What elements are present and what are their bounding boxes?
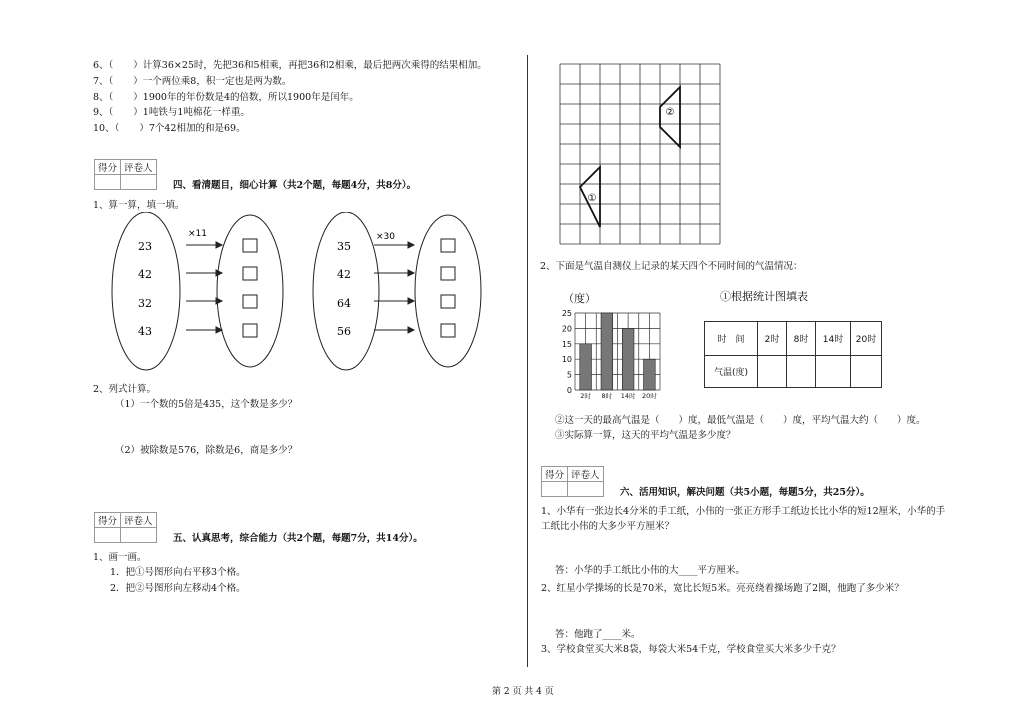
answer-box — [243, 324, 257, 337]
left-number-1: 23 — [138, 240, 152, 253]
temp-cell-2h[interactable] — [758, 356, 787, 388]
temp-sub-question-3: ③实际算一算，这天的平均气温是多少度？ — [555, 430, 736, 441]
header-2h: 2时 — [758, 322, 787, 356]
drawing-grid — [559, 63, 723, 249]
page-footer: 第 2 页 共 4 页 — [492, 687, 554, 697]
section4-q2-part2: （2）被除数是576，除数是6，商是多少？ — [115, 445, 298, 456]
left-number-2: 42 — [138, 268, 152, 281]
column-divider — [527, 55, 528, 667]
grader-label: 评卷人 — [568, 467, 604, 482]
score-cell[interactable] — [95, 175, 121, 190]
judge-no: 6、（ — [93, 60, 114, 71]
chart-xtick-label: 14时 — [620, 392, 636, 400]
grader-cell[interactable] — [121, 175, 157, 190]
judge-no: 8、（ — [93, 92, 114, 103]
section6-q1-line1: 1、小华有一张边长4分米的手工纸，小伟的一张正方形手工纸边长比小华的短12厘米，小华的手 — [541, 506, 946, 517]
section4-q2: 2、列式计算。 — [93, 384, 157, 395]
temperature-fill-table — [704, 321, 882, 388]
section5-q1-part2: 2．把②号图形向左移动4个格。 — [110, 583, 246, 594]
judge-text: ）1900年的年份数是4的倍数，所以1900年是闰年。 — [133, 92, 359, 103]
answer-box — [243, 267, 257, 280]
temp-sub-question-2: ②这一天的最高气温是（ ）度，最低气温是（ ）度，平均气温大约（ ）度。 — [555, 415, 926, 426]
answer-box — [441, 295, 455, 308]
judge-no: 10、（ — [93, 123, 120, 134]
temp-cell-20h[interactable] — [851, 356, 882, 388]
temp-cell-14h[interactable] — [816, 356, 851, 388]
chart-ytick-label: 5 — [566, 370, 572, 380]
judge-item-8 — [93, 89, 359, 103]
section4-q1: 1、算一算，填一填。 — [93, 200, 185, 211]
chart-ytick-label: 20 — [561, 324, 572, 334]
score-cell[interactable] — [95, 528, 121, 543]
answer-box — [441, 239, 455, 252]
section6-answer1: 答：小华的手工纸比小伟的大____平方厘米。 — [555, 565, 746, 576]
score-label: 得分 — [95, 160, 121, 175]
score-box-section5 — [94, 512, 157, 543]
judge-no: 7、（ — [93, 76, 114, 87]
section6-answer2: 答：他跑了____米。 — [555, 629, 641, 640]
header-14h: 14时 — [816, 322, 851, 356]
judge-item-10 — [93, 120, 246, 134]
right-input-oval — [313, 212, 379, 370]
score-box-section4 — [94, 159, 157, 190]
answer-box — [441, 267, 455, 280]
judge-item-9 — [93, 104, 250, 118]
shape-1-label: ① — [587, 193, 597, 204]
temp-question: 2、下面是气温自测仪上记录的某天四个不同时间的气温情况： — [540, 261, 803, 272]
chart-bar-4 — [644, 359, 656, 390]
section5-q1: 1、画一画。 — [93, 552, 147, 563]
judge-text: ）1吨铁与1吨棉花一样重。 — [133, 107, 250, 118]
section4-title: 四、看清题目，细心计算（共2个题，每题4分，共8分）。 — [173, 180, 417, 191]
judge-text: ）一个两位乘8，积一定也是两为数。 — [133, 76, 292, 87]
chart-bar-1 — [580, 344, 592, 390]
section6-q3: 3、学校食堂买大米8袋，每袋大米54千克，学校食堂买大米多少千克？ — [541, 644, 841, 655]
left-number-3: 32 — [138, 297, 152, 310]
left-input-oval — [112, 212, 180, 370]
header-time: 时 间 — [705, 322, 758, 356]
shape-2-label: ② — [665, 107, 675, 118]
left-number-4: 43 — [138, 325, 152, 338]
temp-cell-8h[interactable] — [787, 356, 816, 388]
section6-q2: 2、红星小学操场的长是70米，宽比长短5米。亮亮绕着操场跑了2圈，他跑了多少米？ — [541, 583, 904, 594]
header-20h: 20时 — [851, 322, 882, 356]
answer-box — [243, 239, 257, 252]
left-output-oval — [217, 215, 283, 367]
fill-table-title: ①根据统计图填表 — [720, 290, 808, 303]
right-output-oval — [415, 215, 481, 367]
judge-text: ）计算36×25时，先把36和5相乘，再把36和2相乘，最后把两次乘得的结果相加。 — [133, 60, 487, 71]
chart-ytick-label: 25 — [561, 309, 572, 318]
chart-ytick-label: 15 — [561, 339, 572, 349]
chart-xtick-label: 2时 — [580, 392, 591, 400]
grader-label: 评卷人 — [121, 513, 157, 528]
chart-ytick-label: 10 — [561, 355, 572, 365]
temperature-chart — [555, 307, 675, 405]
right-number-4: 56 — [337, 325, 351, 338]
grader-label: 评卷人 — [121, 160, 157, 175]
section6-q1-line2: 工纸比小伟的大多少平方厘米？ — [541, 521, 675, 532]
section4-q2-part1: （1）一个数的5倍是435，这个数是多少？ — [115, 399, 298, 410]
chart-bar-3 — [622, 328, 634, 390]
chart-xtick-label: 8时 — [601, 392, 613, 400]
chart-bar-2 — [601, 313, 613, 390]
score-label: 得分 — [95, 513, 121, 528]
chart-unit-label: （度） — [563, 292, 596, 305]
right-number-2: 42 — [337, 268, 351, 281]
score-label: 得分 — [542, 467, 568, 482]
row-label-temp: 气温(度) — [705, 356, 758, 388]
judge-text: ）7个42相加的和是69。 — [139, 123, 246, 134]
right-number-3: 64 — [337, 297, 351, 310]
header-8h: 8时 — [787, 322, 816, 356]
section5-title: 五、认真思考，综合能力（共2个题，每题7分，共14分）。 — [173, 533, 423, 544]
chart-ytick-label: 0 — [566, 386, 572, 395]
answer-box — [243, 295, 257, 308]
section6-title: 六、活用知识，解决问题（共5小题，每题5分，共25分）。 — [620, 487, 870, 498]
score-cell[interactable] — [542, 482, 568, 497]
right-number-1: 35 — [337, 240, 351, 253]
grader-cell[interactable] — [568, 482, 604, 497]
grader-cell[interactable] — [121, 528, 157, 543]
mapping-diagram — [110, 212, 490, 372]
right-operation-label: ×30 — [376, 232, 395, 242]
answer-box — [441, 324, 455, 337]
section5-q1-part1: 1．把①号图形向右平移3个格。 — [110, 567, 246, 578]
chart-xtick-label: 20时 — [641, 392, 657, 400]
score-box-section6 — [541, 466, 604, 497]
judge-item-7 — [93, 73, 291, 87]
judge-item-6 — [93, 57, 487, 71]
judge-no: 9、（ — [93, 107, 114, 118]
left-operation-label: ×11 — [188, 229, 207, 239]
